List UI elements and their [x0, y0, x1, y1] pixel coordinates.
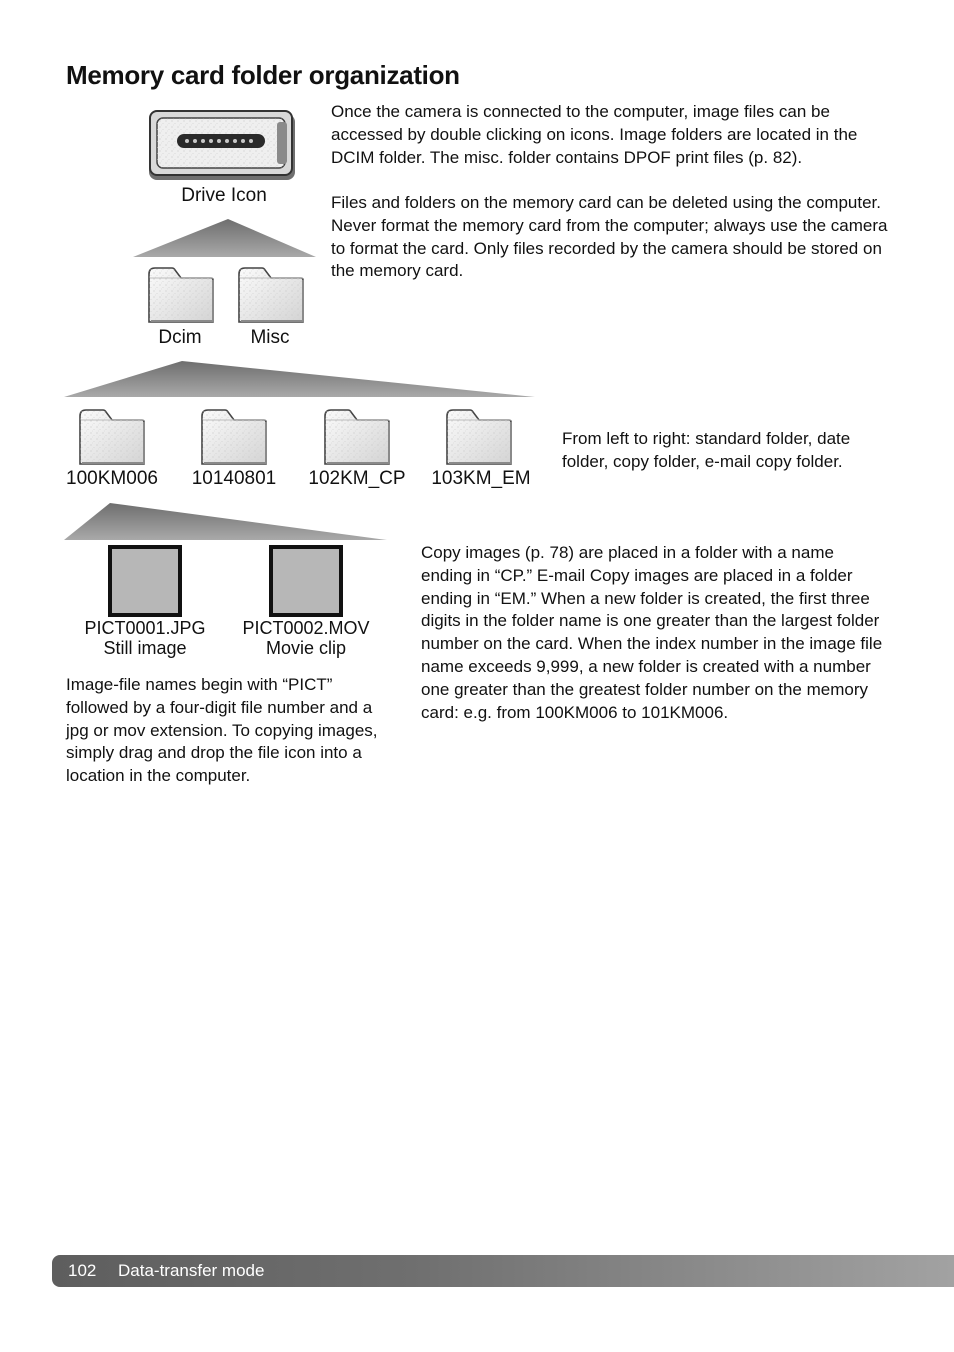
folder-icon[interactable] [147, 266, 215, 324]
drive-icon-label: Drive Icon [181, 185, 267, 206]
movie-file-icon[interactable] [269, 545, 343, 617]
footer-bar [52, 1255, 954, 1287]
folder-icon[interactable] [237, 266, 305, 324]
folder-label-102km-cp: 102KM_CP [308, 468, 406, 489]
copy-paragraph: Copy images (p. 78) are placed in a folder with a name ending in “CP.” E-mail Copy images are placed in a folder ending in “EM.” When a new folder is created, the first three digits in the folder name is one greater than the largest folder number on the card. When the index number in the image file name exceeds 9,999, a new folder is created with a number one greater than the greatest folder number on the memory card: e.g. from 100KM006 to 101KM006. [421, 543, 883, 722]
folder-wedge [64, 503, 387, 540]
folder-icon[interactable] [200, 408, 268, 466]
file-type-movie: Movie clip [265, 638, 347, 658]
file-name-mov: PICT0002.MOV [242, 618, 370, 638]
folder-label-103km-em: 103KM_EM [431, 468, 531, 489]
folder-icon[interactable] [78, 408, 146, 466]
folder-icon[interactable] [445, 408, 513, 466]
folder-label-dcim: Dcim [158, 327, 202, 348]
page-number: 102 [68, 1261, 97, 1280]
intro-paragraph-2: Files and folders on the memory card can be deleted using the computer. Never format the memory card from the computer; always use the camera to format the card. Only files recorded by the camera should be stored on the memory card. [331, 193, 888, 281]
dcim-wedge [64, 361, 535, 397]
files-caption: Image-file names begin with “PICT” followed by a four-digit file number and a jpg or mov extension. To copying images, simply drag and drop the file icon into a location in the computer. [66, 675, 378, 786]
folder-icon[interactable] [323, 408, 391, 466]
page-title: Memory card folder organization [66, 60, 460, 90]
folder-label-100km006: 100KM006 [66, 468, 158, 489]
file-type-still: Still image [103, 638, 187, 658]
section-name: Data-transfer mode [118, 1261, 265, 1280]
drive-wedge [133, 219, 316, 257]
folders-caption: From left to right: standard folder, date folder, copy folder, e-mail copy folder. [562, 429, 851, 471]
intro-paragraph-1: Once the camera is connected to the computer, image files can be accessed by double clicking on icons. Image folders are located in the DCIM folder. The misc. folder contains DPOF print files (p. 82). [331, 102, 858, 167]
image-file-icon[interactable] [108, 545, 182, 617]
folder-label-misc: Misc [250, 327, 290, 348]
folder-label-10140801: 10140801 [191, 468, 277, 489]
file-name-jpg: PICT0001.JPG [84, 618, 206, 638]
